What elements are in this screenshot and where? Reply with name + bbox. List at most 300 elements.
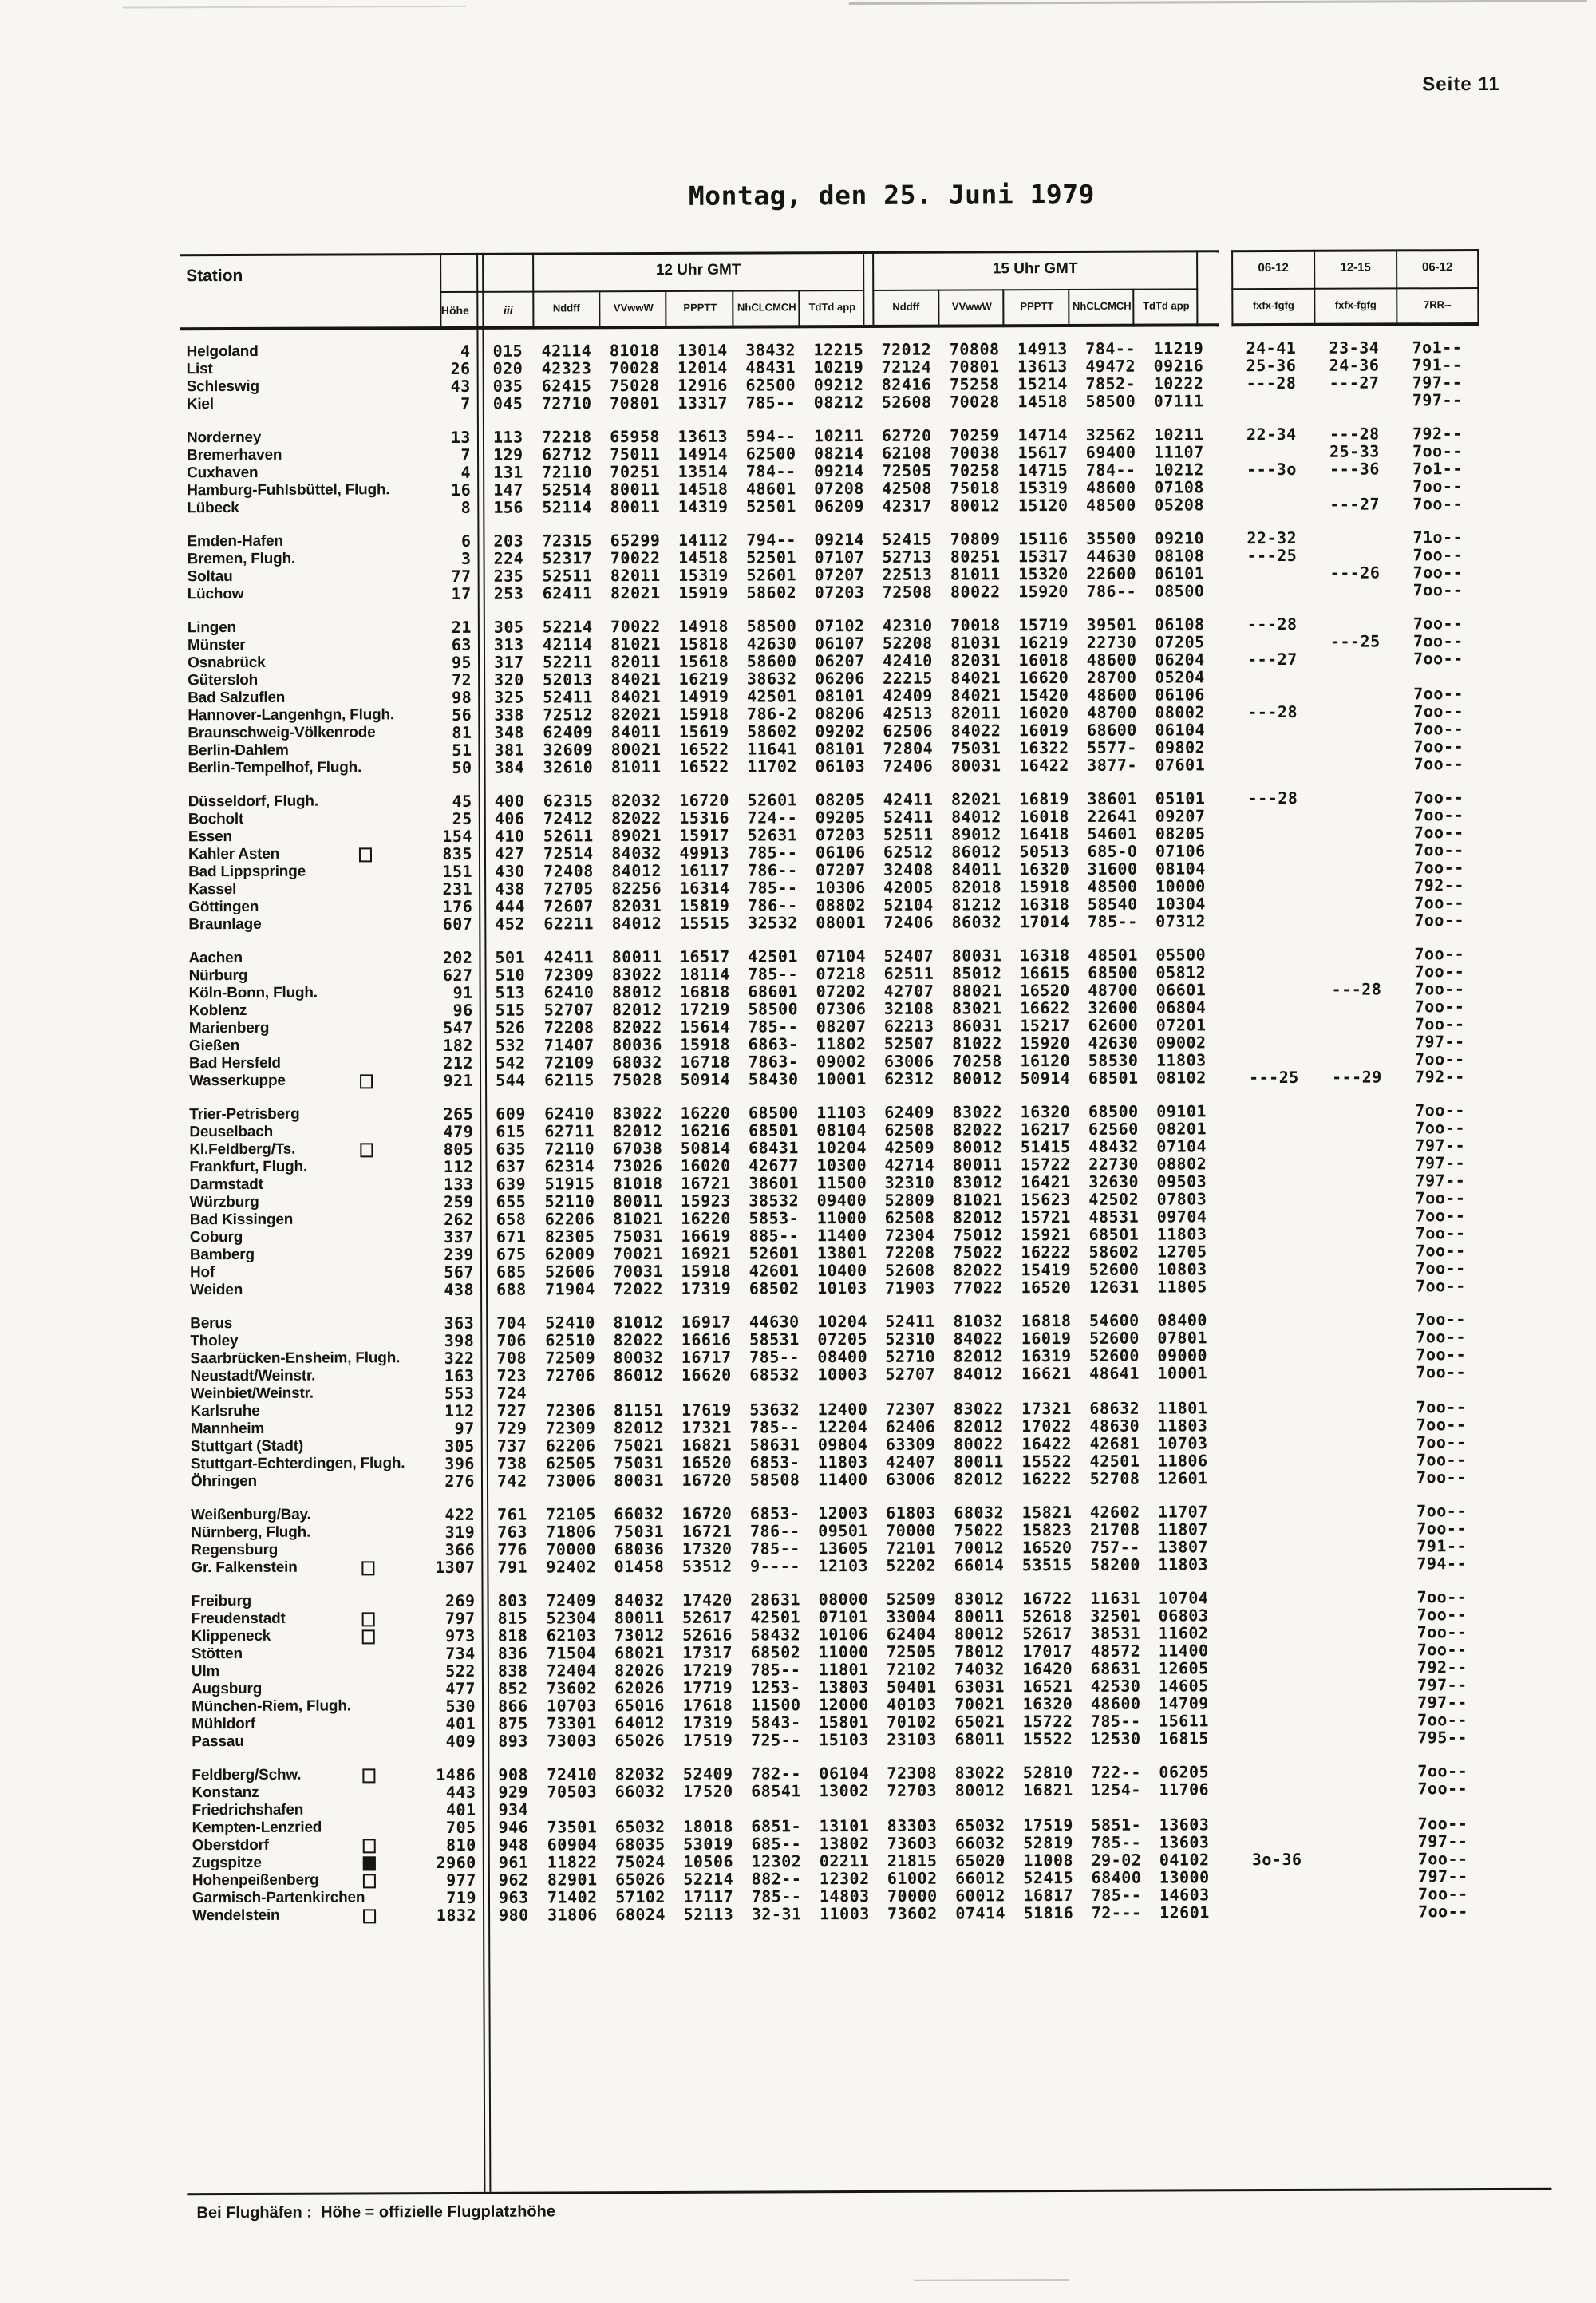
subcol-header-ppptt-15: PPPTT bbox=[1020, 300, 1054, 313]
obs-12utc-groups: 72109 68032 16718 7863- 09002 bbox=[543, 1051, 867, 1072]
hoehe-value: 627 bbox=[442, 965, 473, 986]
precip-7rr-value: 7oo-- bbox=[1416, 1519, 1467, 1539]
precip-7rr-value: 7oo-- bbox=[1416, 1450, 1467, 1470]
obs-15utc-groups: 72304 75012 15921 68501 11803 bbox=[884, 1224, 1207, 1245]
hoehe-value: 4 bbox=[460, 462, 472, 482]
obs-15utc-groups: 32108 83021 16622 32600 06804 bbox=[883, 997, 1207, 1018]
subcol-header-clouds-15: NhCLCMCH bbox=[1072, 299, 1132, 312]
obs-15utc-groups: 42310 70018 15719 39501 06108 bbox=[882, 614, 1205, 635]
hoehe-value: 43 bbox=[450, 376, 471, 396]
obs-12utc-groups: 72306 81151 17619 53632 12400 bbox=[545, 1399, 868, 1420]
station-name: Bremen, Flugh. bbox=[187, 550, 296, 568]
precip-7rr-value: 7oo-- bbox=[1417, 1849, 1468, 1869]
station-name: Bad Kissingen bbox=[189, 1211, 294, 1229]
obs-15utc-groups: 62404 80012 52617 38531 11602 bbox=[886, 1623, 1209, 1644]
obs-12utc-groups: 62103 73012 52616 58432 10106 bbox=[546, 1624, 869, 1645]
obs-15utc-groups: 22513 81011 15320 22600 06101 bbox=[882, 563, 1205, 584]
station-name: Gießen bbox=[188, 1037, 240, 1055]
obs-15utc-groups: 72102 74032 16420 68631 12605 bbox=[886, 1658, 1209, 1679]
obs-12utc-groups: 52013 84021 16219 38632 06206 bbox=[543, 668, 865, 689]
station-marker-icon bbox=[359, 847, 372, 862]
precip-7rr-value: 7oo-- bbox=[1417, 1710, 1468, 1730]
hoehe-value: 50 bbox=[452, 757, 472, 777]
obs-15utc-groups: 22215 84021 16620 28700 05204 bbox=[883, 667, 1205, 688]
scan-artifact-line bbox=[914, 2279, 1069, 2281]
iii-value: 501 bbox=[495, 947, 526, 967]
iii-value: 737 bbox=[496, 1436, 527, 1456]
precip-7rr-value: 7oo-- bbox=[1417, 1779, 1468, 1799]
station-name: Kahler Asten bbox=[188, 845, 280, 863]
obs-15utc-groups: 72124 70801 13613 49472 09216 bbox=[881, 356, 1204, 377]
precip-7rr-value: 797-- bbox=[1415, 1171, 1466, 1191]
iii-value: 742 bbox=[496, 1471, 527, 1491]
iii-value: 706 bbox=[496, 1330, 527, 1350]
table-border bbox=[872, 288, 1198, 291]
gust-12-15-value: ---27 bbox=[1329, 494, 1381, 514]
gust-12-15-value: ---36 bbox=[1329, 459, 1380, 479]
hoehe-value: 547 bbox=[443, 1017, 473, 1038]
subcol-header-nddff-12: Nddff bbox=[552, 302, 580, 314]
gust-06-12-value: ---27 bbox=[1246, 649, 1298, 670]
station-marker-icon bbox=[363, 1874, 376, 1888]
obs-12utc-groups: 52511 82011 15319 52601 07207 bbox=[542, 564, 865, 586]
station-name: Stuttgart (Stadt) bbox=[190, 1437, 304, 1456]
iii-value: 655 bbox=[496, 1191, 527, 1211]
period-header-1215-gust: 12-15 bbox=[1340, 260, 1371, 275]
obs-12utc-groups: 72404 82026 17219 785-- 11801 bbox=[546, 1659, 869, 1681]
station-marker-icon bbox=[363, 1839, 376, 1853]
obs-15utc-groups: 52310 84022 16019 52600 07801 bbox=[885, 1328, 1208, 1349]
obs-15utc-groups: 42407 80011 15522 42501 11806 bbox=[885, 1451, 1208, 1471]
iii-value: 113 bbox=[492, 427, 523, 447]
iii-value: 325 bbox=[494, 687, 524, 707]
station-name: Nürnberg, Flugh. bbox=[191, 1523, 311, 1542]
station-name: Lübeck bbox=[187, 499, 239, 517]
precip-7rr-value: 7oo-- bbox=[1414, 1049, 1465, 1069]
iii-value: 400 bbox=[494, 791, 525, 811]
hoehe-value: 422 bbox=[444, 1504, 476, 1525]
iii-value: 526 bbox=[495, 1017, 526, 1037]
hoehe-value: 63 bbox=[451, 634, 472, 654]
hoehe-value: 734 bbox=[445, 1643, 476, 1664]
obs-12utc-groups: 72208 82022 15614 785-- 08207 bbox=[543, 1016, 867, 1037]
table-border bbox=[180, 250, 1219, 256]
precip-7rr-value: 7oo-- bbox=[1412, 563, 1464, 583]
station-name: Norderney bbox=[186, 429, 262, 447]
obs-12utc-groups: 62711 82012 16216 68501 08104 bbox=[544, 1120, 867, 1141]
hoehe-value: 4 bbox=[460, 341, 471, 361]
obs-15utc-groups: 42410 82031 16018 48600 06204 bbox=[882, 650, 1205, 670]
subcol-header-gust-1215: fxfx-fgfg bbox=[1334, 298, 1377, 311]
hoehe-value: 438 bbox=[444, 1279, 475, 1300]
obs-15utc-groups: 52608 82022 15419 52600 10803 bbox=[884, 1259, 1207, 1280]
iii-value: 532 bbox=[495, 1035, 526, 1055]
iii-value: 639 bbox=[496, 1174, 527, 1194]
obs-15utc-groups: 42005 82018 15918 48500 10000 bbox=[883, 876, 1206, 897]
gust-06-12-value: 24-41 bbox=[1246, 338, 1297, 358]
table-border bbox=[180, 323, 1219, 330]
obs-12utc-groups: 73301 64012 17319 5843- 15801 bbox=[547, 1712, 869, 1733]
precip-7rr-value: 7oo-- bbox=[1414, 962, 1465, 982]
obs-12utc-groups: 62409 84011 15619 58602 09202 bbox=[543, 721, 866, 742]
obs-12utc-groups: 62315 82032 16720 52601 08205 bbox=[543, 789, 866, 811]
iii-value: 708 bbox=[496, 1348, 527, 1368]
precip-7rr-value: 7oo-- bbox=[1412, 631, 1464, 651]
obs-15utc-groups: 72804 75031 16322 5577- 09802 bbox=[883, 737, 1206, 758]
station-name: Bocholt bbox=[188, 810, 244, 828]
precip-7rr-value: 7oo-- bbox=[1416, 1587, 1468, 1607]
precip-7rr-value: 797-- bbox=[1415, 1136, 1466, 1155]
station-name: Bamberg bbox=[189, 1246, 255, 1264]
col-header-station: Station bbox=[186, 266, 243, 286]
iii-value: 685 bbox=[496, 1262, 527, 1282]
subcol-header-gust-0612: fxfx-fgfg bbox=[1252, 298, 1294, 312]
hoehe-value: 17 bbox=[451, 583, 472, 603]
station-name: List bbox=[186, 361, 213, 378]
hoehe-value: 805 bbox=[443, 1139, 474, 1159]
gust-12-15-value: 25-33 bbox=[1329, 441, 1380, 461]
obs-12utc-groups: 52114 80011 14319 52501 06209 bbox=[542, 496, 865, 517]
iii-value: 348 bbox=[494, 722, 525, 742]
table-border bbox=[440, 253, 441, 330]
obs-12utc-groups: 32610 81011 16522 11702 06103 bbox=[543, 756, 866, 777]
station-name: Kempten-Lenzried bbox=[192, 1819, 322, 1837]
station-name: Göttingen bbox=[188, 898, 259, 916]
obs-12utc-groups: 71904 72022 17319 68502 10103 bbox=[545, 1278, 867, 1299]
hoehe-value: 2960 bbox=[436, 1852, 476, 1873]
precip-7rr-value: 797-- bbox=[1412, 390, 1463, 410]
precip-7rr-value: 7oo-- bbox=[1414, 979, 1465, 999]
station-name: Garmisch-Partenkirchen bbox=[192, 1889, 365, 1907]
obs-15utc-groups: 63006 70258 16120 58530 11803 bbox=[883, 1050, 1207, 1071]
obs-15utc-groups: 73602 07414 51816 72--- 12601 bbox=[887, 1902, 1210, 1923]
group-header-15utc: 15 Uhr GMT bbox=[992, 259, 1078, 278]
obs-15utc-groups: 62508 82022 16217 62560 08201 bbox=[884, 1119, 1207, 1140]
obs-15utc-groups: 42509 80012 51415 48432 07104 bbox=[884, 1136, 1207, 1157]
obs-15utc-groups: 72406 86032 17014 785-- 07312 bbox=[883, 911, 1207, 932]
hoehe-value: 479 bbox=[443, 1121, 474, 1142]
iii-value: 203 bbox=[493, 531, 524, 551]
station-name: Essen bbox=[188, 828, 232, 846]
obs-12utc-groups: 71407 80036 15918 6863- 11802 bbox=[543, 1033, 867, 1055]
col-header-iii: iii bbox=[503, 303, 513, 317]
obs-15utc-groups: 62506 84022 16019 68600 06104 bbox=[883, 720, 1206, 741]
hoehe-value: 239 bbox=[444, 1244, 474, 1265]
table-border bbox=[440, 290, 864, 293]
hoehe-value: 96 bbox=[452, 1000, 473, 1020]
precip-7rr-value: 7oo-- bbox=[1416, 1276, 1466, 1296]
iii-value: 615 bbox=[496, 1121, 526, 1141]
station-name: Wendelstein bbox=[192, 1906, 280, 1925]
obs-12utc-groups: 62314 73026 16020 42677 10300 bbox=[544, 1155, 867, 1176]
station-name: Schleswig bbox=[186, 377, 259, 396]
obs-12utc-groups: 72710 70801 13317 785-- 08212 bbox=[541, 392, 864, 413]
station-name: Stuttgart-Echterdingen, Flugh. bbox=[190, 1455, 405, 1473]
station-name: Weißenburg/Bay. bbox=[191, 1506, 311, 1524]
obs-15utc-groups: 83303 65032 17519 5851- 13603 bbox=[887, 1815, 1210, 1835]
precip-7rr-value: 7oo-- bbox=[1416, 1622, 1468, 1642]
hoehe-value: 72 bbox=[451, 670, 472, 689]
obs-15utc-groups: 42508 75018 15319 48600 07108 bbox=[882, 477, 1204, 498]
iii-value: 515 bbox=[495, 1000, 526, 1020]
hoehe-value: 16 bbox=[451, 480, 472, 500]
iii-value: 934 bbox=[498, 1799, 529, 1819]
station-name: Düsseldorf, Flugh. bbox=[188, 792, 318, 811]
hoehe-value: 401 bbox=[445, 1713, 476, 1734]
hoehe-value: 77 bbox=[451, 566, 472, 586]
station-name: Augsburg bbox=[191, 1680, 263, 1698]
obs-12utc-groups: 70503 66032 17520 68541 13002 bbox=[547, 1780, 870, 1802]
iii-value: 738 bbox=[496, 1453, 527, 1473]
iii-value: 313 bbox=[493, 634, 524, 654]
precip-7rr-value: 7oo-- bbox=[1413, 684, 1464, 704]
station-name: Konstanz bbox=[192, 1784, 259, 1802]
station-name: Kassel bbox=[188, 881, 237, 899]
subcol-header-clouds-12: NhCLCMCH bbox=[737, 301, 796, 314]
gust-06-12-value: 3o-36 bbox=[1251, 1849, 1302, 1870]
obs-15utc-groups: 72307 83022 17321 68632 11801 bbox=[885, 1398, 1208, 1419]
obs-12utc-groups: 73602 62026 17719 1253- 13803 bbox=[546, 1677, 869, 1698]
obs-15utc-groups: 32310 83012 16421 32630 09503 bbox=[884, 1171, 1207, 1192]
obs-15utc-groups: 21815 65020 11008 29-02 04102 bbox=[887, 1850, 1210, 1870]
station-name: Bad Salzuflen bbox=[188, 689, 286, 707]
iii-value: 671 bbox=[496, 1227, 527, 1246]
obs-15utc-groups: 42513 82011 16020 48700 08002 bbox=[883, 702, 1206, 723]
station-name: Berlin-Tempelhof, Flugh. bbox=[188, 759, 362, 777]
subcol-header-ppptt-12: PPPTT bbox=[683, 301, 717, 314]
precip-7rr-value: 7oo-- bbox=[1414, 944, 1465, 964]
precip-7rr-value: 7oo-- bbox=[1412, 614, 1464, 634]
hoehe-value: 305 bbox=[444, 1436, 475, 1456]
obs-15utc-groups: 72101 70012 16520 757-- 13807 bbox=[886, 1537, 1209, 1558]
obs-12utc-groups: 52110 80011 15923 38532 09400 bbox=[544, 1190, 867, 1211]
precip-7rr-value: 7oo-- bbox=[1415, 1118, 1466, 1138]
iii-value: 866 bbox=[498, 1696, 528, 1716]
obs-12utc-groups: 62206 81021 16220 5853- 11000 bbox=[544, 1207, 867, 1229]
obs-15utc-groups: 32408 84011 16320 31600 08104 bbox=[883, 859, 1206, 879]
iii-value: 542 bbox=[495, 1053, 526, 1072]
precip-7rr-value: 7oo-- bbox=[1416, 1362, 1467, 1382]
obs-15utc-groups: 40103 70021 16320 48600 14709 bbox=[887, 1693, 1209, 1714]
gust-06-12-value: 22-34 bbox=[1246, 424, 1297, 444]
obs-12utc-groups: 52606 70031 15918 42601 10400 bbox=[544, 1260, 867, 1282]
obs-15utc-groups: 70000 60012 16817 785-- 14603 bbox=[887, 1885, 1210, 1906]
obs-15utc-groups: 62108 70038 15617 69400 11107 bbox=[881, 442, 1204, 463]
hoehe-value: 13 bbox=[450, 427, 472, 447]
obs-12utc-groups: 10703 65016 17618 11500 12000 bbox=[547, 1694, 869, 1716]
hoehe-value: 401 bbox=[445, 1799, 476, 1820]
iii-value: 430 bbox=[495, 861, 525, 881]
precip-7rr-value: 7oo-- bbox=[1413, 840, 1464, 860]
gust-06-12-value: 22-32 bbox=[1246, 527, 1298, 548]
station-name: Braunlage bbox=[188, 915, 262, 934]
precip-7rr-value: 7oo-- bbox=[1417, 1884, 1468, 1904]
obs-12utc-groups: 72509 80032 16717 785-- 08400 bbox=[545, 1346, 868, 1368]
obs-12utc-groups: 73003 65026 17519 725-- 15103 bbox=[547, 1729, 869, 1751]
station-name: Berlin-Dahlem bbox=[188, 741, 289, 760]
station-name: Freiburg bbox=[191, 1592, 252, 1610]
page-number: Seite 11 bbox=[1422, 73, 1500, 96]
iii-value: 791 bbox=[497, 1557, 528, 1577]
station-name: Friedrichshafen bbox=[192, 1801, 304, 1819]
obs-12utc-groups: 62510 82022 16616 58531 07205 bbox=[545, 1329, 868, 1350]
station-name: Hohenpeißenberg bbox=[192, 1871, 319, 1890]
iii-value: 803 bbox=[497, 1590, 528, 1610]
precip-7rr-value: 7oo-- bbox=[1416, 1432, 1467, 1452]
obs-15utc-groups: 42411 82021 16819 38601 05101 bbox=[883, 788, 1206, 809]
obs-12utc-groups: 72410 82032 52409 782-- 06104 bbox=[547, 1763, 870, 1784]
station-name: Zugspitze bbox=[192, 1854, 262, 1872]
iii-value: 338 bbox=[494, 705, 524, 725]
obs-15utc-groups: 50401 63031 16521 42530 14605 bbox=[886, 1676, 1209, 1697]
hoehe-value: 797 bbox=[444, 1608, 476, 1629]
hoehe-value: 21 bbox=[451, 617, 472, 637]
hoehe-value: 182 bbox=[443, 1035, 473, 1056]
obs-12utc-groups: 52304 80011 52617 42501 07101 bbox=[546, 1606, 869, 1628]
hoehe-value: 269 bbox=[444, 1590, 476, 1611]
iii-value: 317 bbox=[493, 652, 524, 672]
iii-value: 948 bbox=[498, 1835, 529, 1855]
obs-12utc-groups: 52211 82011 15618 58600 06207 bbox=[542, 650, 865, 672]
hoehe-value: 1307 bbox=[435, 1557, 476, 1578]
obs-15utc-groups: 62508 82012 15721 48531 09704 bbox=[884, 1207, 1207, 1227]
obs-12utc-groups: 62712 75011 14914 62500 08214 bbox=[542, 443, 864, 464]
precip-7rr-value: 7oo-- bbox=[1415, 1241, 1466, 1261]
precip-7rr-value: 797-- bbox=[1412, 373, 1463, 393]
hoehe-value: 7 bbox=[460, 393, 471, 413]
station-name: Hamburg-Fuhlsbüttel, Flugh. bbox=[187, 481, 390, 500]
hoehe-value: 112 bbox=[443, 1156, 474, 1177]
subcol-header-nddff-15: Nddff bbox=[892, 300, 920, 313]
obs-12utc-groups: 62009 70021 16921 52601 13801 bbox=[544, 1242, 867, 1264]
obs-15utc-groups: 62720 70259 14714 32562 10211 bbox=[881, 425, 1204, 445]
iii-value: 384 bbox=[494, 757, 525, 777]
obs-15utc-groups: 62512 86012 50513 685-0 07106 bbox=[883, 841, 1206, 862]
hoehe-value: 705 bbox=[445, 1817, 476, 1838]
hoehe-value: 97 bbox=[454, 1418, 475, 1438]
hoehe-value: 973 bbox=[445, 1626, 476, 1646]
table-border bbox=[1231, 287, 1479, 290]
obs-15utc-groups: 52707 84012 16621 48641 10001 bbox=[885, 1363, 1208, 1384]
station-name: Gütersloh bbox=[188, 671, 259, 689]
obs-15utc-groups: 52809 81021 15623 42502 07803 bbox=[884, 1189, 1207, 1210]
iii-value: 253 bbox=[493, 583, 524, 603]
hoehe-value: 202 bbox=[442, 947, 473, 968]
precip-7rr-value: 7oo-- bbox=[1413, 858, 1464, 878]
precip-7rr-value: 7oo-- bbox=[1416, 1415, 1467, 1435]
obs-15utc-groups: 62511 85012 16615 68500 05812 bbox=[883, 962, 1207, 983]
station-name: München-Riem, Flugh. bbox=[192, 1697, 351, 1716]
obs-12utc-groups: 72408 84012 16117 786-- 07207 bbox=[543, 859, 866, 881]
obs-15utc-groups: 72308 83022 52810 722-- 06205 bbox=[887, 1762, 1210, 1783]
station-name: Bad Lippspringe bbox=[188, 863, 306, 881]
iii-value: 035 bbox=[492, 376, 523, 396]
hoehe-value: 553 bbox=[444, 1383, 475, 1404]
obs-12utc-groups: 71504 68021 17317 68502 11000 bbox=[546, 1641, 869, 1663]
obs-12utc-groups: 32609 80021 16522 11641 08101 bbox=[543, 738, 866, 760]
footnote: Bei Flughäfen : Höhe = offizielle Flugplatzhöhe bbox=[196, 2202, 555, 2222]
station-name: Karlsruhe bbox=[190, 1402, 260, 1420]
obs-12utc-groups: 51915 81018 16721 38601 11500 bbox=[544, 1172, 867, 1194]
iii-value: 438 bbox=[495, 879, 525, 899]
station-name: Aachen bbox=[188, 949, 243, 967]
hoehe-value: 810 bbox=[446, 1835, 476, 1855]
station-name: Frankfurt, Flugh. bbox=[189, 1158, 308, 1176]
obs-15utc-groups: 63309 80022 16422 42681 10703 bbox=[885, 1433, 1208, 1454]
precip-7rr-value: 7oo-- bbox=[1415, 1223, 1466, 1243]
precip-7rr-value: 7oo-- bbox=[1413, 823, 1464, 843]
hoehe-value: 835 bbox=[442, 843, 473, 864]
obs-15utc-groups: 23103 68011 15522 12530 16815 bbox=[887, 1728, 1209, 1749]
station-name: Passau bbox=[192, 1732, 244, 1751]
subcol-header-vvwww-12: VVwwW bbox=[613, 301, 654, 314]
obs-15utc-groups: 82416 75258 15214 7852- 10222 bbox=[881, 373, 1204, 394]
iii-value: 020 bbox=[492, 358, 523, 378]
iii-value: 305 bbox=[493, 617, 524, 637]
station-marker-icon bbox=[360, 1074, 373, 1088]
iii-value: 444 bbox=[495, 896, 525, 916]
station-name: Deuselbach bbox=[189, 1123, 273, 1141]
iii-value: 818 bbox=[497, 1626, 528, 1645]
station-name: Hof bbox=[189, 1264, 215, 1282]
table-border bbox=[1477, 249, 1479, 326]
obs-12utc-groups: 72409 84032 17420 28631 08000 bbox=[546, 1589, 869, 1610]
obs-15utc-groups: 71903 77022 16520 12631 11805 bbox=[885, 1277, 1207, 1298]
obs-15utc-groups: 52511 89012 16418 54601 08205 bbox=[883, 824, 1206, 844]
hoehe-value: 396 bbox=[444, 1453, 475, 1474]
obs-12utc-groups: 73501 65032 18018 6851- 13101 bbox=[547, 1815, 870, 1837]
station-name: Lüchow bbox=[187, 585, 244, 603]
obs-15utc-groups: 61002 66012 52415 68400 13000 bbox=[887, 1867, 1210, 1888]
precip-7rr-value: 7oo-- bbox=[1412, 476, 1463, 496]
precip-7rr-value: 7oo-- bbox=[1412, 649, 1464, 669]
station-name: Feldberg/Schw. bbox=[192, 1766, 302, 1784]
precip-7rr-value: 7oo-- bbox=[1413, 737, 1464, 756]
obs-12utc-groups: 60904 68035 53019 685-- 13802 bbox=[547, 1833, 870, 1855]
obs-15utc-groups: 52608 70028 14518 58500 07111 bbox=[881, 391, 1204, 412]
obs-15utc-groups: 62406 82012 17022 48630 11803 bbox=[885, 1416, 1208, 1436]
hoehe-value: 259 bbox=[443, 1191, 474, 1212]
page-title: Montag, den 25. Juni 1979 bbox=[688, 178, 1096, 211]
precip-7rr-value: 794-- bbox=[1416, 1554, 1468, 1574]
obs-12utc-groups: 72512 82021 15918 786-2 08206 bbox=[543, 703, 866, 725]
precip-7rr-value: 7oo-- bbox=[1415, 1258, 1466, 1278]
hoehe-value: 262 bbox=[444, 1209, 474, 1230]
hoehe-value: 91 bbox=[452, 982, 473, 1002]
station-name: Wasserkuppe bbox=[189, 1072, 286, 1090]
obs-12utc-groups: 72309 82012 17321 785-- 12204 bbox=[545, 1416, 868, 1438]
iii-value: 131 bbox=[493, 462, 523, 482]
iii-value: 962 bbox=[498, 1870, 529, 1890]
iii-value: 980 bbox=[499, 1905, 529, 1925]
station-marker-icon bbox=[362, 1768, 375, 1783]
obs-15utc-groups: 52713 80251 15317 44630 08108 bbox=[882, 546, 1205, 567]
precip-7rr-value: 7oo-- bbox=[1414, 911, 1465, 930]
station-name: Lingen bbox=[187, 619, 236, 637]
hoehe-value: 530 bbox=[445, 1696, 476, 1716]
station-name: Mannheim bbox=[190, 1420, 265, 1438]
obs-12utc-groups: 72514 84032 49913 785-- 06106 bbox=[543, 842, 866, 863]
obs-12utc-groups: 52514 80011 14518 48601 07208 bbox=[542, 478, 864, 500]
obs-15utc-groups: 52104 81212 16318 58540 10304 bbox=[883, 894, 1206, 914]
gust-12-15-value: ---29 bbox=[1332, 1067, 1382, 1087]
station-name: Emden-Hafen bbox=[187, 532, 283, 551]
hoehe-value: 26 bbox=[450, 358, 471, 378]
obs-12utc-groups: 71402 57102 17117 785-- 14803 bbox=[547, 1886, 870, 1907]
obs-15utc-groups: 33004 80011 52618 32501 06803 bbox=[886, 1606, 1209, 1626]
iii-value: 045 bbox=[492, 393, 523, 413]
station-name: Braunschweig-Völkenrode bbox=[188, 724, 376, 742]
